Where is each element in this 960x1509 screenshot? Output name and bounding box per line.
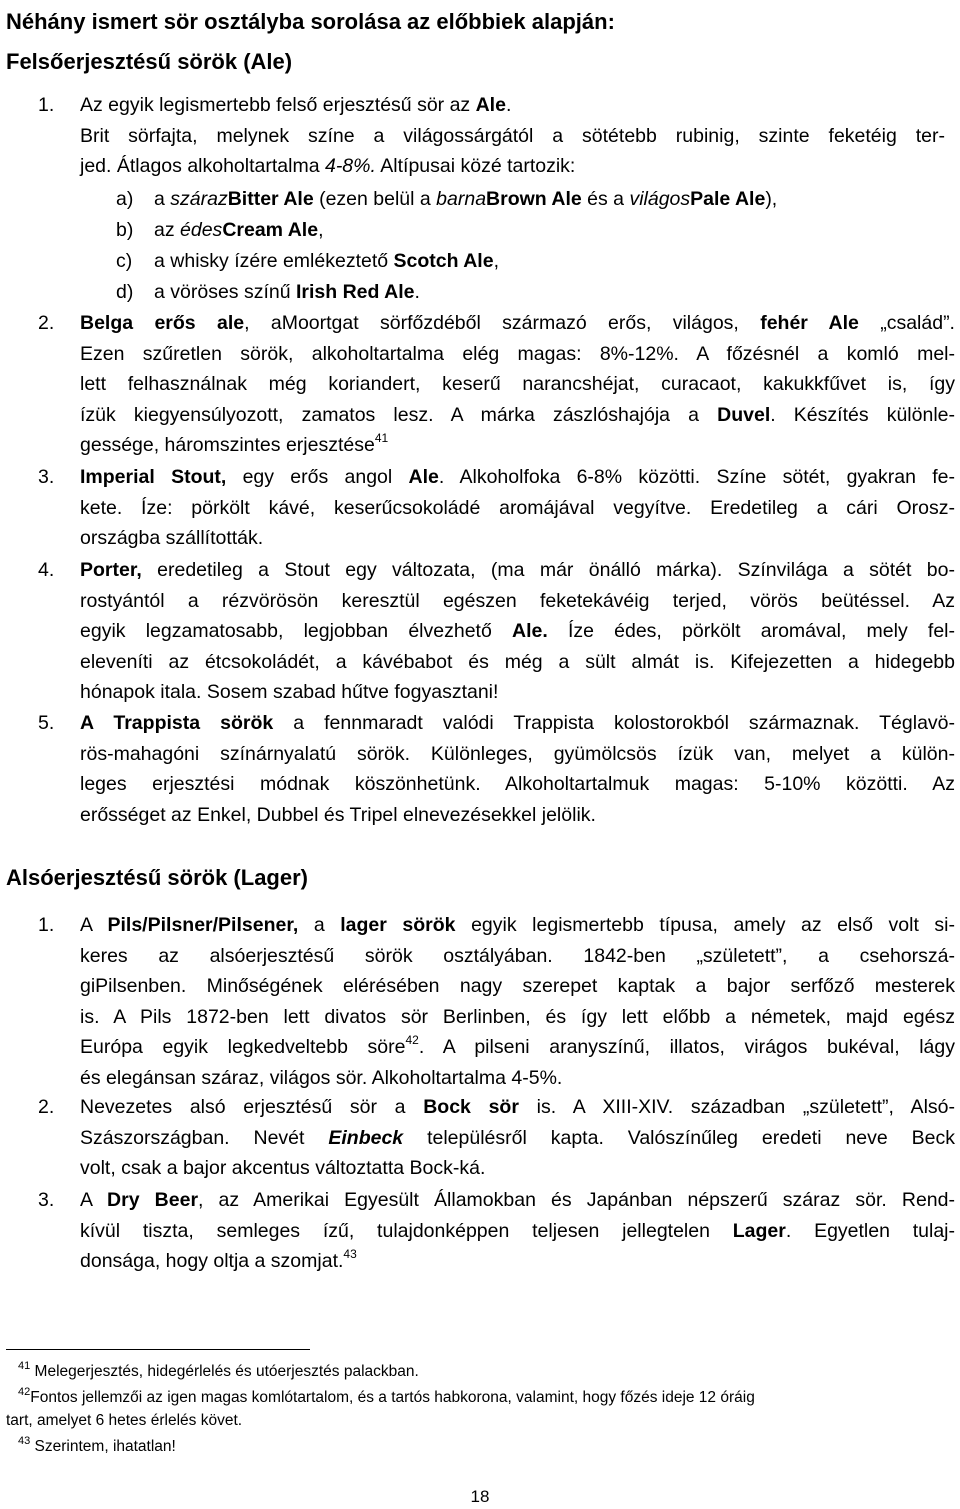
page-number: 18 xyxy=(470,1487,490,1506)
ale-item-4-text: Porter, eredetileg a Stout egy változata, (ma már önálló márka). Színvilága a sötét bo- rostyántól a rézvörösön keresztül egészen feketekávéig terjed, vörös beütéssel. Az egyik legzamatosabb, legjobban élvezhető Ale. Íze édes, pörkölt aromával, mely fel- eleveníti az étcsokoládét, a kávébabot és még a sült almát is. Kifejezetten a hidegebb hónapok itala. Sosem szabad hűtve fogyasztani! xyxy=(80,559,955,703)
footnote-ref-41: 41 xyxy=(374,431,389,445)
ale-item-5-text: A Trappista sörök a fennmaradt valódi Trappista kolostorokból származnak. Téglavö- rös-mahagóni színárnyalatú sörök. Különleges, gyümölcsös ízük van, melyet a külön- leges erjesztési módnak köszönhetünk. Alkoholtartalmuk magas: 5-10% közötti. Az erősséget az Enkel, Dubbel és Tripel elnevezésekkel jelölik. xyxy=(80,712,955,826)
ale-item-2-number: 2. xyxy=(38,312,55,334)
footnote-42: $^{42}$Fontos jellemzői az igen magas komlótartalom, és a tartós habkorona, valamint, hogy főzés ideje 12 óráig xyxy=(18,1386,755,1406)
ale-item-1-number: 1. xyxy=(38,94,55,116)
footnote-ref-42: 42 xyxy=(405,1033,419,1047)
ale-item-2-text: Belga erős ale, aMoortgat sörfőzdéből származó erős, világos, fehér Ale „család”. Ezen szűretlen sörök, alkoholtartalma elég magas: 8%-12%. A főzésnél a komló mel- lett felhasználnak még koriandert, keserű narancshéjat, curacaot, kakukkfűvet is, így ízük kiegyensúlyozott, zamatos lesz. A márka zászlóshajója a Duvel. Készítés különle- gessége, háromszintes erjesztése$^{41}$ xyxy=(80,312,956,456)
ale-section-title: Felsőerjesztésű sörök (Ale) xyxy=(6,49,293,74)
lager-item-1-text: A Pils/Pilsner/Pilsener, a lager sörök egyik legismertebb típusa, amely az első volt si- keres az alsóerjesztésű sörök osztályában. 1842-ben „született”, a csehorszá- giPilsenben. Minőségének elérésében nagy szerepet kaptak a bajor serfőző mesterek is. A Pils 1872-ben lett divatos sör Berlinben, és így lett előbb a németek, majd egész Európa egyik legkedveltebb söre$^{42}$. A pilseni aranyszínű, illatos, virágos bukéval, lágy és elegánsan száraz, világos sör. Alkoholtartalma 4-5%. xyxy=(80,914,955,1089)
lager-item-1-number: 1. xyxy=(38,914,55,936)
footnote-43: $^{43}$ Szerintem, ihatatlan! xyxy=(18,1435,176,1455)
footnote-42-continuation: tart, amelyet 6 hetes érlelés követ. xyxy=(6,1412,243,1429)
ale-item-3-number: 3. xyxy=(38,466,55,488)
ale-subitem-c: c) a whisky ízére emlékeztető Scotch Ale, xyxy=(116,250,499,272)
ale-subitem-d: d) a vöröses színű Irish Red Ale. xyxy=(116,281,420,303)
lager-section-title: Alsóerjesztésű sörök (Lager) xyxy=(6,865,308,890)
footnote-41: $^{41}$ Melegerjesztés, hidegérlelés és utóerjesztés palackban. xyxy=(18,1360,419,1380)
main-heading: Néhány ismert sör osztályba sorolása az előbbiek alapján: xyxy=(6,9,615,34)
lager-item-2-text: Nevezetes alsó erjesztésű sör a Bock sör is. A XIII-XIV. században „született”, Alsó- Szászországban. Nevét Einbeck településről kapta. Valószínűleg eredeti neve Beck volt, csak a bajor akcentus változtatta Bock-ká. xyxy=(80,1096,956,1179)
ale-item-1-text: Az egyik legismertebb felső erjesztésű sör az Ale. Brit sörfajta, melynek színe a világossárgától a sötétebb rubinig, szinte feketéig ter- jed. Átlagos alkoholtartalma 4-8%. Altípusai közé tartozik: xyxy=(80,94,945,177)
lager-item-3-number: 3. xyxy=(38,1189,55,1211)
lager-item-3-text: A Dry Beer, az Amerikai Egyesült Államokban és Japánban népszerű száraz sör. Rend- kívül tiszta, semleges ízű, tulajdonképpen teljesen jellegtelen Lager. Egyetlen tulaj- donsága, hogy oltja a szomjat.$^{43}$ xyxy=(80,1189,956,1272)
footnote-divider xyxy=(6,1349,310,1350)
lager-item-2-number: 2. xyxy=(38,1096,55,1118)
footnote-ref-43: 43 xyxy=(343,1247,357,1261)
ale-subitem-a: a) a szárazBitter Ale (ezen belül a barnaBrown Ale és a világosPale Ale), xyxy=(116,188,778,210)
ale-item-5-number: 5. xyxy=(38,712,55,734)
ale-item-4-number: 4. xyxy=(38,559,55,581)
ale-subitem-b: b) az édesCream Ale, xyxy=(116,219,324,241)
ale-item-3-text: Imperial Stout, egy erős angol Ale. Alkoholfoka 6-8% közötti. Színe sötét, gyakran fe- kete. Íze: pörkölt kávé, keserűcsokoládé aromájával vegyítve. Eredetileg a cári Orosz- országba szállították. xyxy=(80,466,955,549)
